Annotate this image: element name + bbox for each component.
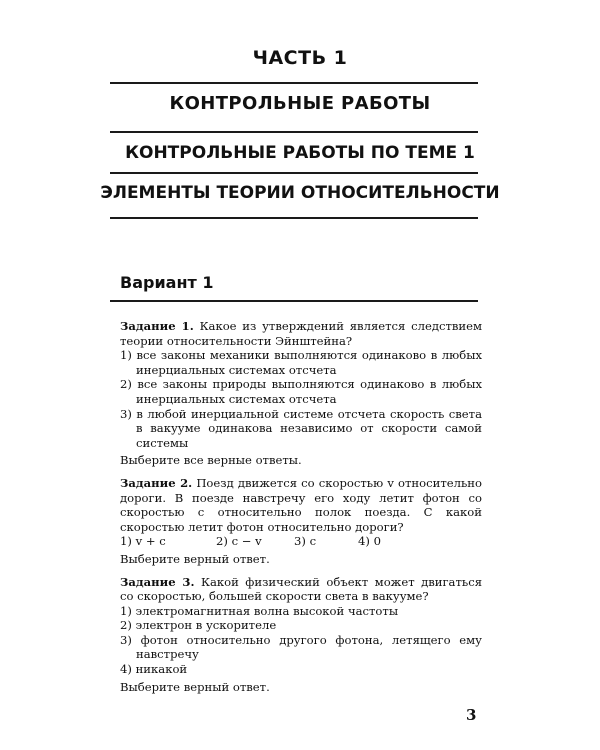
page-number: 3	[466, 706, 477, 724]
answer-option: 1) все законы механики выполняются одинаково в любых инерциальных системах отсчета	[120, 348, 482, 377]
tasks-content	[120, 319, 482, 702]
topic-heading: КОНТРОЛЬНЫЕ РАБОТЫ ПО ТЕМЕ 1	[125, 143, 475, 163]
divider-rule	[110, 300, 478, 302]
task-prompt: Выберите все верные ответы.	[120, 453, 302, 468]
answer-option: 2) c − v	[216, 534, 262, 549]
task-1	[120, 319, 482, 468]
task-3-statement	[120, 575, 482, 604]
task-text: Поезд движется со скоростью v относительно дороги. В поезде навстречу его ходу летит фотон со скоростью c относительно полок поезда. С какой скоростью летит фотон относительно дороги?	[120, 475, 482, 534]
divider-rule	[110, 82, 478, 84]
task-label: Задание 2.	[120, 475, 193, 490]
answer-option: 2) электрон в ускорителе	[120, 618, 277, 633]
answer-option: 4) 0	[358, 534, 381, 549]
task-1-statement	[120, 319, 482, 348]
task-prompt: Выберите верный ответ.	[120, 679, 270, 694]
answer-option: 1) v + c	[120, 534, 166, 549]
variant-title: Вариант 1	[120, 273, 214, 292]
answer-options-row	[120, 534, 482, 549]
task-text: Какое из утверждений является следствием теории относительности Эйнштейна?	[120, 319, 483, 348]
divider-rule	[110, 217, 478, 219]
divider-rule	[110, 172, 478, 174]
task-2	[120, 476, 482, 567]
answer-option: 4) никакой	[120, 662, 188, 677]
task-text: Какой физический объект может двигаться со скоростью, большей скорости света в вакууме?	[120, 574, 483, 604]
task-3	[120, 575, 482, 695]
answer-option: 3) в любой инерциальной системе отсчета скорость света в вакууме одинакова независимо от скорости самой системы	[120, 406, 482, 450]
part-heading: ЧАСТЬ 1	[252, 47, 348, 69]
task-2-statement	[120, 476, 482, 534]
task-label: Задание 1.	[120, 319, 194, 333]
answer-option: 3) фотон относительно другого фотона, летящего ему навстречу	[120, 632, 482, 662]
answer-option: 3) c	[294, 534, 317, 549]
subject-heading: ЭЛЕМЕНТЫ ТЕОРИИ ОТНОСИТЕЛЬНОСТИ	[100, 183, 500, 203]
section-heading: КОНТРОЛЬНЫЕ РАБОТЫ	[169, 93, 431, 114]
answer-option: 1) электромагнитная волна высокой частоты	[120, 603, 399, 618]
task-label: Задание 3.	[120, 574, 195, 589]
answer-option: 2) все законы природы выполняются одинаково в любых инерциальных системах отсчета	[120, 377, 482, 406]
task-prompt: Выберите верный ответ.	[120, 551, 270, 566]
divider-rule	[110, 131, 478, 133]
